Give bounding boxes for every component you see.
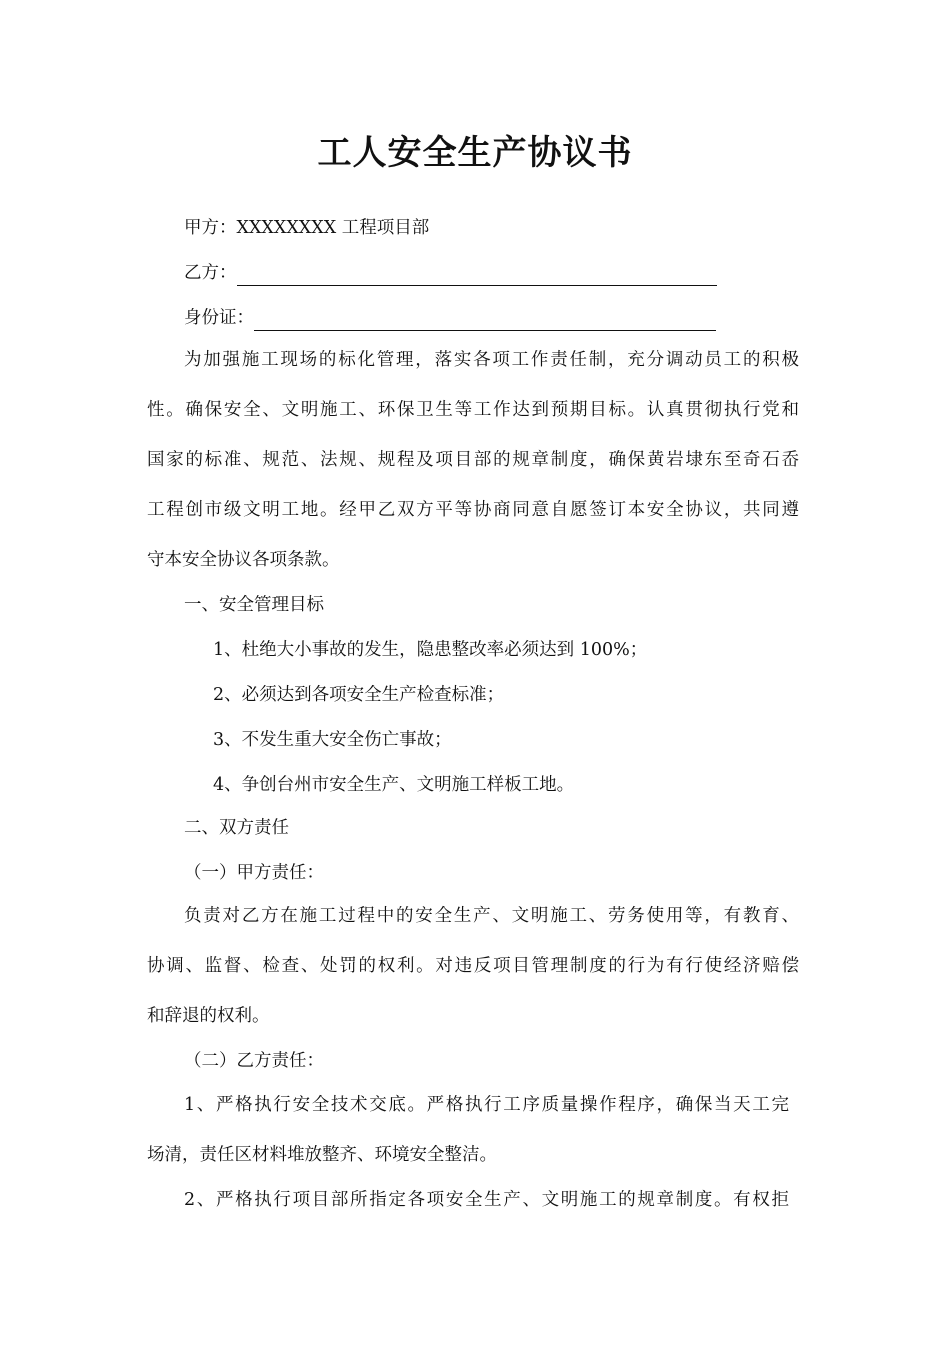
- id-blank-line: [254, 312, 716, 331]
- party-b-resp-line-2: 场清，责任区材料堆放整齐、环境安全整洁。: [147, 1145, 497, 1165]
- party-b-row: [184, 260, 717, 286]
- intro-line-3: 国家的标准、规范、法规、规程及项目部的规章制度，确保黄岩埭东至奇石岙: [147, 450, 799, 470]
- section1-item-3: 3、不发生重大安全伤亡事故；: [213, 730, 452, 750]
- intro-line-5: 守本安全协议各项条款。: [147, 550, 340, 570]
- id-row: [184, 305, 716, 331]
- party-a-resp-line-2: 协调、监督、检查、处罚的权利。对违反项目管理制度的行为有行使经济赔偿: [147, 956, 799, 976]
- intro-line-4: 工程创市级文明工地。经甲乙双方平等协商同意自愿签订本安全协议，共同遵: [147, 500, 799, 520]
- party-b-resp-heading: （二）乙方责任：: [184, 1051, 324, 1071]
- section1-item-4: 4、争创台州市安全生产、文明施工样板工地。: [213, 775, 575, 795]
- intro-line-2: 性。确保安全、文明施工、环保卫生等工作达到预期目标。认真贯彻执行党和: [147, 400, 799, 420]
- party-a-resp-line-3: 和辞退的权利。: [147, 1006, 270, 1026]
- section1-item-1: 1、杜绝大小事故的发生，隐患整改率必须达到 100%；: [213, 640, 648, 660]
- section1-item-2: 2、必须达到各项安全生产检查标准；: [213, 685, 505, 705]
- party-a-row: [184, 215, 429, 241]
- section1-heading: 一、安全管理目标: [184, 595, 324, 615]
- party-b-resp-line-3: 2、严格执行项目部所指定各项安全生产、文明施工的规章制度。有权拒: [184, 1190, 789, 1210]
- party-a-value: XXXXXXXX 工程项目部: [236, 218, 430, 238]
- document-title: 工人安全生产协议书: [317, 133, 633, 173]
- section2-heading: 二、双方责任: [184, 818, 289, 838]
- party-b-resp-line-1: 1、严格执行安全技术交底。严格执行工序质量操作程序，确保当天工完: [184, 1095, 789, 1115]
- party-b-label: 乙方：: [184, 263, 237, 283]
- party-a-resp-line-1: 负责对乙方在施工过程中的安全生产、文明施工、劳务使用等，有教育、: [184, 906, 799, 926]
- intro-line-1: 为加强施工现场的标化管理，落实各项工作责任制，充分调动员工的积极: [184, 350, 799, 370]
- id-label: 身份证：: [184, 308, 254, 328]
- party-a-resp-heading: （一）甲方责任：: [184, 863, 324, 883]
- party-a-label: 甲方：: [184, 218, 237, 238]
- party-b-blank-line: [237, 267, 717, 286]
